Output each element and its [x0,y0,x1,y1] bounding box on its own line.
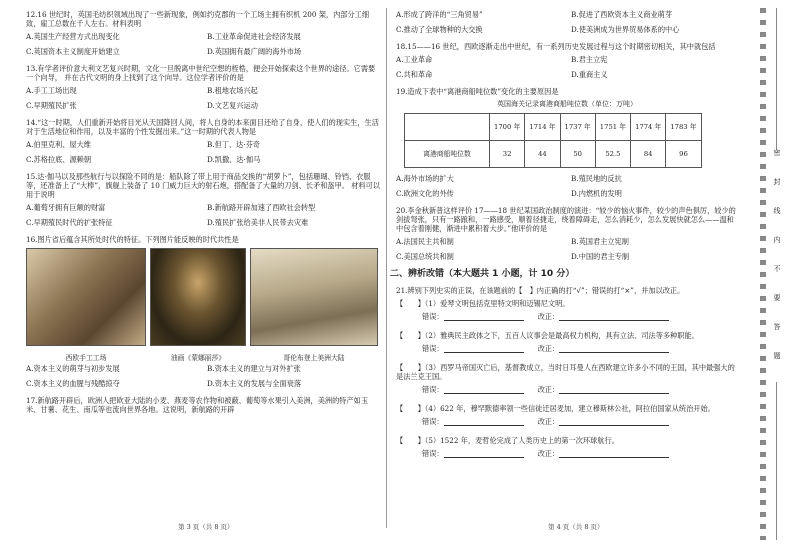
statement-text: （2）雅典民主政体之下，五百人议事会是最高权力机构，具有立法、司法等多种职能。 [424,331,699,340]
figure-row [26,248,380,362]
option-b[interactable]: B.殖民地的反抗 [571,173,622,183]
fix-label: 改正： [537,344,560,353]
error-blank[interactable] [444,393,524,394]
option-a[interactable]: A.英国生产经营方式出现变化 [26,32,120,41]
section-2-title: 二、辨析改错（本大题共 1 小题，计 10 分） [390,268,575,279]
seal-char: 不 [773,265,781,273]
fix-blank[interactable] [559,320,669,321]
fix-label: 改正： [537,449,560,458]
seal-char: 密 [773,149,781,157]
seal-char: 题 [773,352,781,360]
figure-caption: 哥伦布登上美洲大陆 [283,354,345,362]
option-b[interactable]: B.资本主义的建立与对外扩张 [207,364,301,374]
table-year-cell: 1751 年 [595,113,630,140]
figure-workshop [26,248,146,362]
error-blank[interactable] [444,352,524,353]
seal-char: 要 [773,294,781,302]
table-value-cell: 50 [560,140,595,167]
table-year-cell: 1700 年 [490,113,525,140]
option-a[interactable]: A.葡萄牙拥有巨额的财富 [26,203,106,212]
option-a[interactable]: A.形成了跨洋的“三角贸易” [396,10,483,19]
page-footer-left: 第 3 页（共 8 页） [178,523,234,531]
question-21 [396,286,738,458]
question-stem: 15.达·伽马以及那些航行与以探险不同的是：船队除了带上用于商品交换的“胡萝卜”，包括珊瑚、铃铛、衣服等，还准备上了“大棒”，旗舰上装备了 10 门威力巨大的射石炮，搭配备了大量的刀剑、长矛和盔甲。 材料可以用于说明 [26,172,380,199]
seal-line-margin [746,0,794,550]
option-b[interactable]: B.促进了西欧资本主义商业萌芽 [571,10,673,19]
error-blank[interactable] [444,457,524,458]
answer-bracket[interactable]: 【 】 [396,404,425,413]
question-19 [396,87,738,198]
column-divider [386,8,387,528]
figure-columbus [250,248,378,362]
option-b[interactable]: B.但丁、达·芬奇 [207,140,260,149]
option-a[interactable]: A.海外市场的扩大 [396,173,454,183]
error-label: 错误： [422,449,444,458]
option-c[interactable]: C.推动了全球物种的大交换 [396,25,483,34]
error-label: 错误： [422,344,444,353]
tonnage-table [404,113,702,168]
figure-caption: 油画《蒙娜丽莎》 [170,354,226,362]
columbus-image [250,248,378,346]
option-d[interactable]: D.中国的君主专制 [571,251,630,261]
table-value-cell: 52.5 [595,140,630,167]
question-stem: 12.16 世纪时，英国毛纺织领域出现了一些新现象，例如约克郡的一个工场主拥有织机 200 架，内部分工细致，雇工总数在千人左右。材料表明 [26,10,370,28]
question-13 [26,64,380,110]
option-a[interactable]: A.手工工场出现 [26,86,77,95]
table-value-cell: 84 [631,140,666,167]
option-d[interactable]: D.重商主义 [571,70,608,79]
table-year-cell: 1737 年 [560,113,595,140]
option-c[interactable]: C.英国资本主义制度开始建立 [26,47,120,56]
table-title: 英国海关记录离港商船吨位数（单位：万吨） [497,100,637,108]
table-year-cell: 1774 年 [631,113,666,140]
seal-char: 答 [773,323,781,331]
fix-blank[interactable] [559,457,669,458]
option-c[interactable]: C.欧洲文化的外传 [396,188,454,198]
page-footer-right: 第 4 页（共 8 页） [548,523,604,531]
question-16 [26,235,380,388]
statement-text: （4）622 年，穆罕默德率领一些信徒迁居麦加，建立穆斯林公社，阿拉伯国家从统治开始。 [424,404,715,413]
option-d[interactable]: D.文艺复兴运动 [207,101,258,110]
seal-warning-text [770,150,784,382]
option-b[interactable]: B.租地农场兴起 [207,86,258,95]
correction-item-4 [396,404,738,426]
seal-char: 封 [773,178,781,186]
correction-item-2 [396,331,738,353]
correction-item-5 [396,436,738,458]
fix-label: 改正： [537,417,560,426]
table-year-cell: 1714 年 [525,113,560,140]
question-stem: 13.有学者评价意大利文艺复兴时期，文化一旦脱离中世纪空想的桎梏，便会开始探索这个世界的途径。它需要一个向导， 并在古代文明的身上找到了这个向导。这位学者评价的是 [26,64,376,82]
question-18 [396,42,738,79]
option-c[interactable]: C.共和革命 [396,70,433,79]
statement-text: （5）1522 年，麦哲伦完成了人类历史上的第一次环球航行。 [424,436,619,445]
fix-label: 改正： [537,385,560,394]
error-blank[interactable] [444,320,524,321]
answer-bracket[interactable]: 【 】 [396,363,425,372]
table-row-label: 离港商船吨位数 [405,140,490,167]
answer-bracket[interactable]: 【 】 [396,436,425,445]
error-label: 错误： [422,312,444,321]
question-stem: 17.新航路开辟后，欧洲人把欧亚大陆的小麦、燕麦等农作物和被蔽、葡萄等水果引入美洲，美洲的特产如玉米、甘薯、花生、南瓜等也流向世界各地。这说明，新航路的开辟 [26,396,369,415]
fix-blank[interactable] [559,393,669,394]
workshop-image [26,248,146,346]
table-value-cell: 44 [525,140,560,167]
fix-blank[interactable] [559,425,669,426]
question-14 [26,118,380,164]
question-17-options [396,10,738,34]
table-corner-cell [405,113,490,140]
correction-item-1 [396,299,738,321]
option-d[interactable]: D.内燃机的发明 [571,188,622,198]
option-c[interactable]: C.早期殖民时代的扩张特征 [26,218,113,227]
fix-blank[interactable] [559,352,669,353]
table-value-cell: 96 [666,140,701,167]
statement-text: （3）西罗马帝国灭亡后，基督教成立，当时日耳曼人在西欧建立许多小不同的王国，其中最强大的是法兰克王国。 [396,363,735,381]
option-b[interactable]: B.工业革命促进社会经济发展 [207,32,301,41]
answer-bracket[interactable]: 【 】 [396,299,425,308]
table-year-cell: 1783 年 [666,113,701,140]
question-stem: 21.辨别下列史实的正误，在该题前的【 】内正确的打“√”；错误的打“×”，并加以改正。 [396,286,685,295]
option-b[interactable]: B.新航路开辟加速了西欧社会转型 [207,203,316,212]
answer-bracket[interactable]: 【 】 [396,331,425,340]
seal-char: 内 [773,236,781,244]
question-stem: 18.15——16 世纪，西欧逐渐走出中世纪，有一系列历史发展过程与这个时期密切相关，其中就包括 [396,42,716,51]
seal-char: 线 [773,207,781,215]
left-page [26,10,380,418]
fix-label: 改正： [537,312,560,321]
option-d[interactable]: D.使美洲成为世界贸易体系的中心 [571,25,680,34]
option-c[interactable]: C.资本主义的血腥与残酷掠夺 [26,379,120,389]
correction-item-3 [396,363,738,394]
option-c[interactable]: C.苏格拉底、源赖朝 [26,155,92,164]
option-c[interactable]: C.早期殖民扩张 [26,101,77,110]
option-d[interactable]: D.殖民扩张给美非人民带去灾难 [207,218,309,227]
error-label: 错误： [422,417,444,426]
option-d[interactable]: D.英国拥有最广阔的海外市场 [207,47,302,56]
option-a[interactable]: A.伯里克利、屋大维 [26,140,91,149]
table-row [405,140,702,167]
question-stem: 14.“这一时期，人们重新开始将目光从天国降回人间，将人自身的本来面目还给了自身，使人们的现实生，生活对于生活地位和作用，以及丰富的个性发掘出来。”这一时期的代表人物是 [26,118,379,136]
figure-caption: 西欧手工工场 [65,354,107,362]
option-b[interactable]: B.英国君主立宪制 [571,236,629,246]
option-d[interactable]: D.凯撒、达·伽马 [207,155,261,164]
option-a[interactable]: A.资本主义的萌芽与初步发展 [26,364,120,374]
table-header-row [405,113,702,140]
dashed-cut-line [760,8,766,540]
question-stem: 16.图片省后蕴含其所处时代的特征。下列图片能反映的时代共性是 [26,235,239,244]
option-c[interactable]: C.美国总统共和制 [396,251,454,261]
statement-text: （1）爱琴文明包括克里特文明和迈锡尼文明。 [424,299,570,308]
error-blank[interactable] [444,425,524,426]
question-stem: 20.李金秋新普这样评价 17——18 世纪某国政治制度的演进：“较少的恼火事件，较少的声色俱厉，较少的剑拔弩张，只有一路踉和，一路感受，顺着径捷走，绕着障碍走，怎么消耗少，怎么发展快就怎么——温和中包含着刚健，渐进中累积着大步。”他评价的是 [396,205,736,233]
right-page [390,10,738,462]
figure-mona-lisa [150,248,246,362]
option-b[interactable]: B.君主立宪 [571,55,608,64]
option-a[interactable]: A.工业革命 [396,55,433,64]
question-17 [26,396,380,414]
table-value-cell: 32 [490,140,525,167]
question-20 [396,206,738,261]
error-label: 错误： [422,385,444,394]
option-a[interactable]: A.法国民主共和制 [396,236,454,246]
mona-lisa-image [150,248,246,346]
option-d[interactable]: D.资本主义的发展与全面衰落 [207,379,302,389]
question-stem: 19.造成下表中“离港商船吨位数”变化的主要原因是 [396,87,559,96]
question-15 [26,172,380,227]
question-12 [26,10,380,56]
